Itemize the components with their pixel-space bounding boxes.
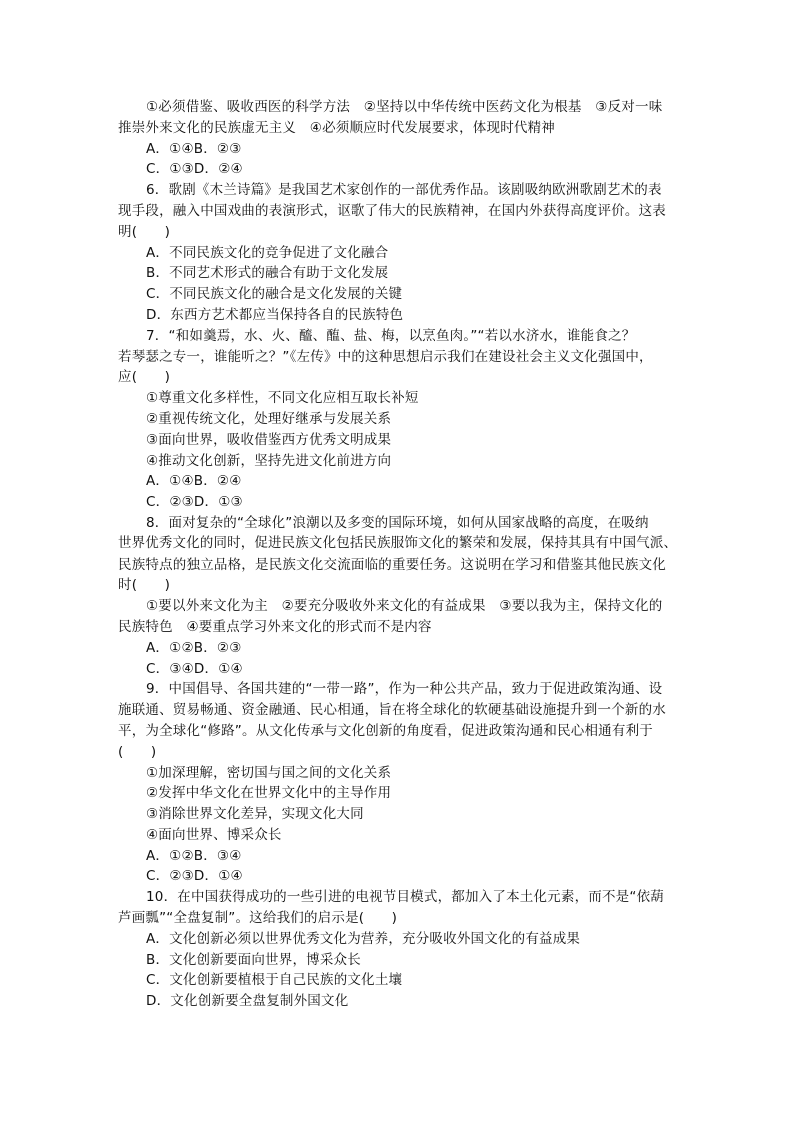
- q8-stem-line-2: 世界优秀文化的同时，促进民族文化包括民族服饰文化的繁荣和发展，保持其具有中国气派、: [118, 535, 678, 551]
- q8-statements-line-2: 民族特色 ④要重点学习外来文化的形式而不是内容: [118, 618, 432, 635]
- q7-statement-1: ①尊重文化多样性，不同文化应相互取长补短: [146, 390, 419, 407]
- q6-option-b: B．不同艺术形式的融合有助于文化发展: [146, 265, 389, 282]
- q5-statements-line-1: ①必须借鉴、吸收西医的科学方法 ②坚持以中华传统中医药文化为根基 ③反对一味: [146, 99, 663, 115]
- question-6: [118, 180, 678, 326]
- q8-options-ab: A．①②B．②③: [146, 639, 242, 656]
- q7-statement-2: ②重视传统文化，处理好继承与发展关系: [146, 410, 392, 427]
- q10-option-d: D．文化创新要全盘复制外国文化: [146, 993, 349, 1010]
- q8-stem-line-1: 8．面对复杂的“全球化”浪潮以及多变的国际环境，如何从国家战略的高度，在吸纳: [146, 514, 649, 531]
- q10-stem-line-1: 10．在中国获得成功的一些引进的电视节目模式，都加入了本土化元素，而不是“依葫: [146, 889, 664, 906]
- q6-option-a: A．不同民族文化的竞争促进了文化融合: [146, 244, 389, 261]
- q9-options-cd: C．②③D．①④: [146, 868, 243, 885]
- q6-stem-line-3: 明( ): [118, 223, 171, 240]
- question-5-continuation: [118, 97, 678, 180]
- q7-statement-3: ③面向世界，吸收借鉴西方优秀文明成果: [146, 431, 392, 448]
- q9-stem-line-3: 平，为全球化“修路”。从文化传承与文化创新的角度看，促进政策沟通和民心相通有利于: [118, 722, 653, 739]
- q7-stem-line-1: 7．“和如羹焉，水、火、醯、醢、盐、梅，以烹鱼肉。”“若以水济水，谁能食之？: [146, 327, 636, 344]
- q8-options-cd: C．③④D．①④: [146, 660, 243, 677]
- q9-stem-line-2: 施联通、贸易畅通、资金融通、民心相通，旨在将全球化的软硬基础设施提升到一个新的水: [118, 702, 666, 719]
- q10-stem-line-2: 芦画瓢”“全盘复制”。这给我们的启示是( ): [118, 910, 398, 927]
- q8-statements-line-1: ①要以外来文化为主 ②要充分吸收外来文化的有益成果 ③要以我为主，保持文化的: [146, 598, 663, 615]
- q6-option-c: C．不同民族文化的融合是文化发展的关键: [146, 286, 403, 303]
- q8-stem-line-4: 时( ): [118, 577, 171, 594]
- question-7: [118, 326, 678, 513]
- question-9: [118, 679, 678, 887]
- q7-options-ab: A．①④B．②④: [146, 473, 242, 490]
- q5-statements-line-2: 推崇外来文化的民族虚无主义 ④必须顺应时代发展要求，体现时代精神: [118, 119, 556, 136]
- q10-option-b: B．文化创新要面向世界，博采众长: [146, 951, 361, 968]
- q10-option-a: A．文化创新必须以世界优秀文化为营养，充分吸收外国文化的有益成果: [146, 930, 581, 947]
- document-page: [118, 97, 678, 1012]
- q9-statement-1: ①加深理解，密切国与国之间的文化关系: [146, 764, 392, 781]
- q6-option-d: D．东西方艺术都应当保持各自的民族特色: [146, 306, 404, 323]
- q9-statement-2: ②发挥中华文化在世界文化中的主导作用: [146, 785, 392, 802]
- question-8: [118, 513, 678, 679]
- question-10: [118, 887, 678, 1012]
- q7-stem-line-3: 应( ): [118, 369, 171, 386]
- q9-stem-line-1: 9．中国倡导、各国共建的“一带一路”，作为一种公共产品，致力于促进政策沟通、设: [146, 681, 663, 698]
- q9-stem-line-4: ( ): [118, 743, 157, 760]
- q5-options-ab: A．①④B．②③: [146, 140, 242, 157]
- q9-options-ab: A．①②B．③④: [146, 847, 242, 864]
- q6-stem-line-1: 6．歌剧《木兰诗篇》是我国艺术家创作的一部优秀作品。该剧吸纳欧洲歌剧艺术的表: [146, 182, 662, 199]
- q5-options-cd: C．①③D．②④: [146, 161, 243, 178]
- q9-statement-4: ④面向世界、博采众长: [146, 826, 282, 843]
- q9-statement-3: ③消除世界文化差异，实现文化大同: [146, 806, 364, 823]
- q7-statement-4: ④推动文化创新，坚持先进文化前进方向: [146, 452, 392, 469]
- q7-options-cd: C．②③D．①③: [146, 494, 243, 511]
- q10-option-c: C．文化创新要植根于自己民族的文化土壤: [146, 972, 403, 989]
- q8-stem-line-3: 民族特点的独立品格，是民族文化交流面临的重要任务。这说明在学习和借鉴其他民族文化: [118, 556, 666, 573]
- q7-stem-line-2: 若琴瑟之专一，谁能听之？”《左传》中的这种思想启示我们在建设社会主义文化强国中，: [118, 348, 653, 365]
- q6-stem-line-2: 现手段，融入中国戏曲的表演形式，讴歌了伟大的民族精神，在国内外获得高度评价。这表: [118, 202, 666, 219]
